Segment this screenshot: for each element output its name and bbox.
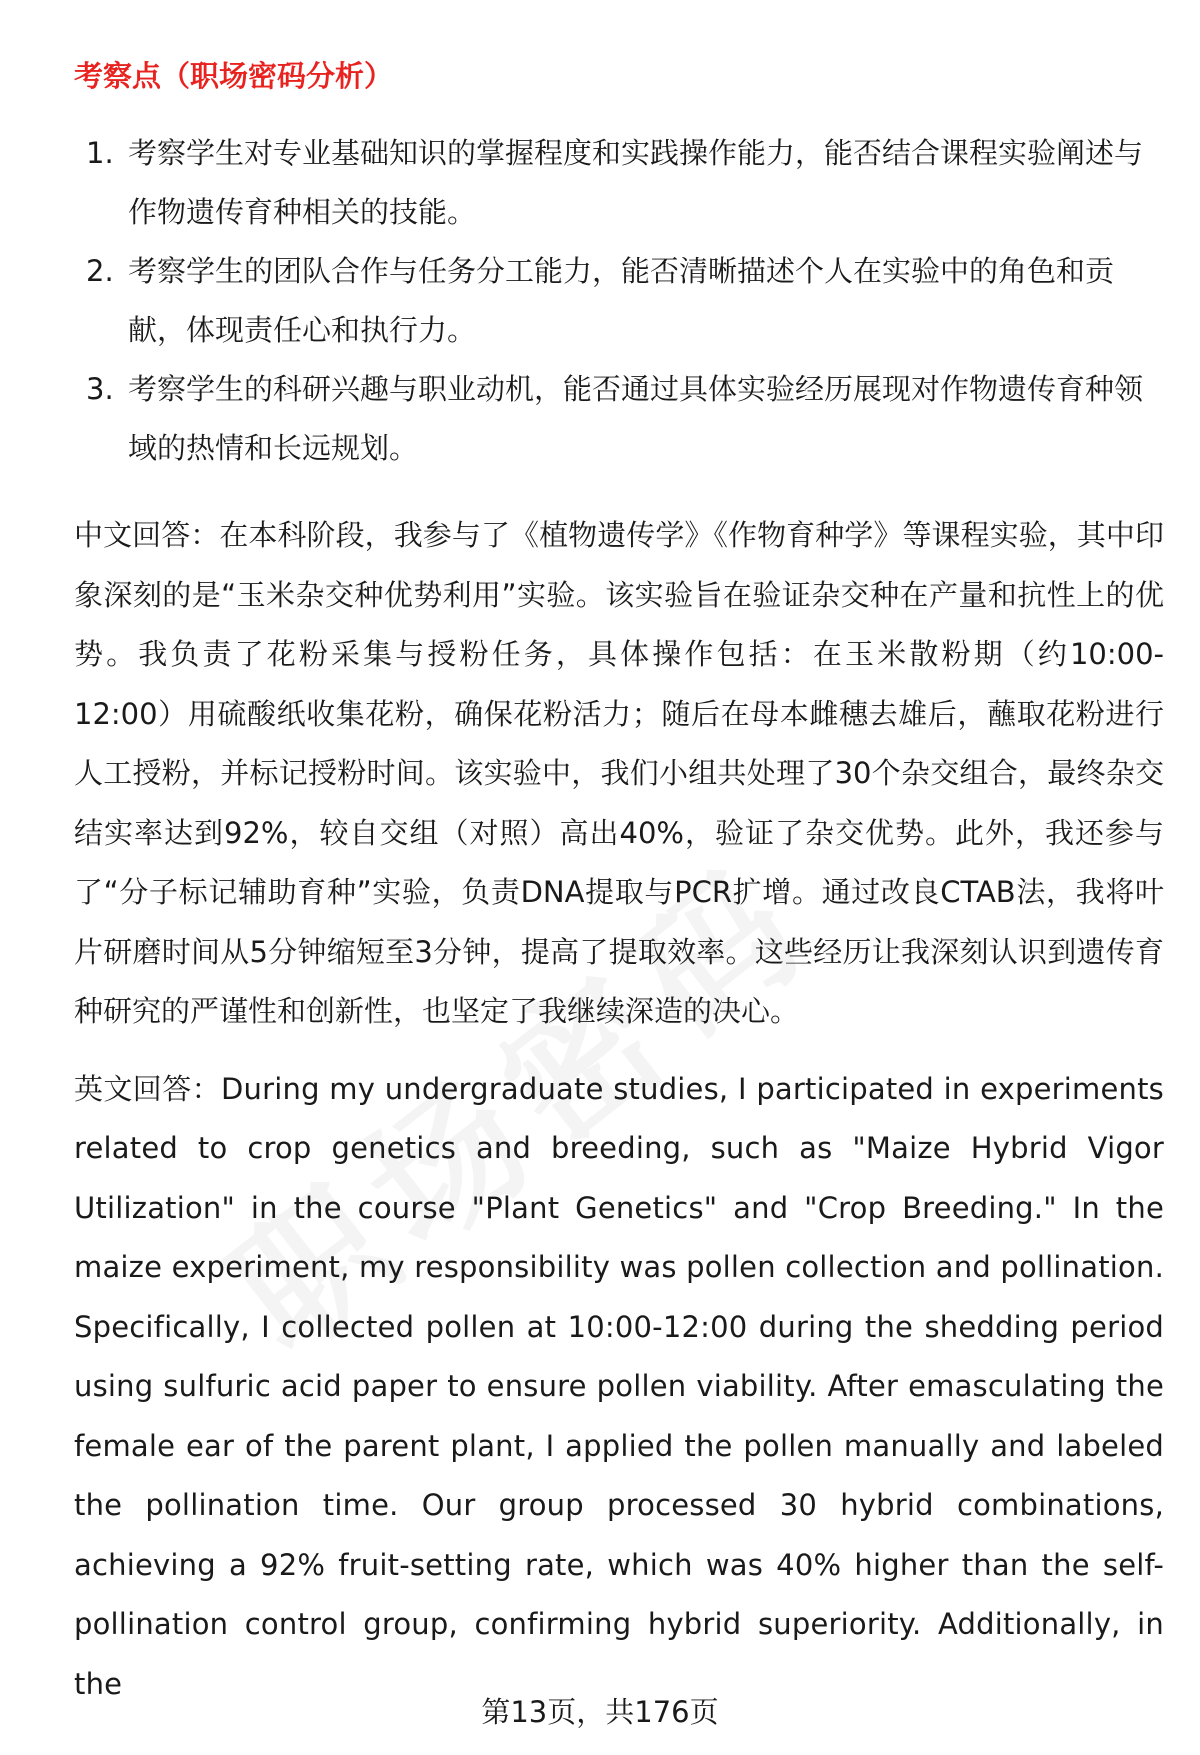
english-answer-paragraph [74,1060,1164,1715]
assessment-points-list [74,124,1164,478]
page-number: 第13页，共176页 [481,1695,719,1729]
chinese-answer-paragraph [74,506,1164,1042]
list-item-number: 1. [86,136,114,170]
chinese-answer-label: 中文回答： [74,518,220,552]
list-item [74,360,1164,478]
list-item-text: 考察学生的科研兴趣与职业动机，能否通过具体实验经历展现对作物遗传育种领域的热情和长远规划。 [128,372,1144,465]
english-answer-text: During my undergraduate studies, I participated in experiments related to crop genetics and breeding, such as "Maize Hybrid Vigor Utilization" in the course "Plant Genetics" and "Crop Breeding." In the maize experiment, my responsibility was pollen collection and pollination. Specifically, I collected pollen at 10:00-12:00 during the shedding period using sulfuric acid paper to ensure pollen viability. After emasculating the female ear of the parent plant, I applied the pollen manually and labeled the pollination time. Our group processed 30 hybrid combinations, achieving a 92% fruit-setting rate, which was 40% higher than the self-pollination control group, confirming hybrid superiority. Additionally, in the [74,1071,1164,1701]
list-item-text: 考察学生的团队合作与任务分工能力，能否清晰描述个人在实验中的角色和贡献，体现责任心和执行力。 [128,254,1115,347]
english-answer-label: 英文回答： [74,1071,221,1106]
chinese-answer-text: 在本科阶段，我参与了《植物遗传学》《作物育种学》等课程实验，其中印象深刻的是“玉米杂交种优势利用”实验。该实验旨在验证杂交种在产量和抗性上的优势。我负责了花粉采集与授粉任务，具体操作包括：在玉米散粉期（约10:00-12:00）用硫酸纸收集花粉，确保花粉活力；随后在母本雌穗去雄后，蘸取花粉进行人工授粉，并标记授粉时间。该实验中，我们小组共处理了30个杂交组合，最终杂交结实率达到92%，较自交组（对照）高出40%，验证了杂交优势。此外，我还参与了“分子标记辅助育种”实验，负责DNA提取与PCR扩增。通过改良CTAB法，我将叶片研磨时间从5分钟缩短至3分钟，提高了提取效率。这些经历让我深刻认识到遗传育种研究的严谨性和创新性，也坚定了我继续深造的决心。 [74,518,1164,1028]
list-item [74,242,1164,360]
section-heading: 考察点（职场密码分析） [74,59,394,93]
list-item-number: 2. [86,254,114,288]
page-content [74,56,1164,1714]
list-item [74,124,1164,242]
list-item-text: 考察学生对专业基础知识的掌握程度和实践操作能力，能否结合课程实验阐述与作物遗传育种相关的技能。 [128,136,1144,229]
list-item-number: 3. [86,372,114,406]
